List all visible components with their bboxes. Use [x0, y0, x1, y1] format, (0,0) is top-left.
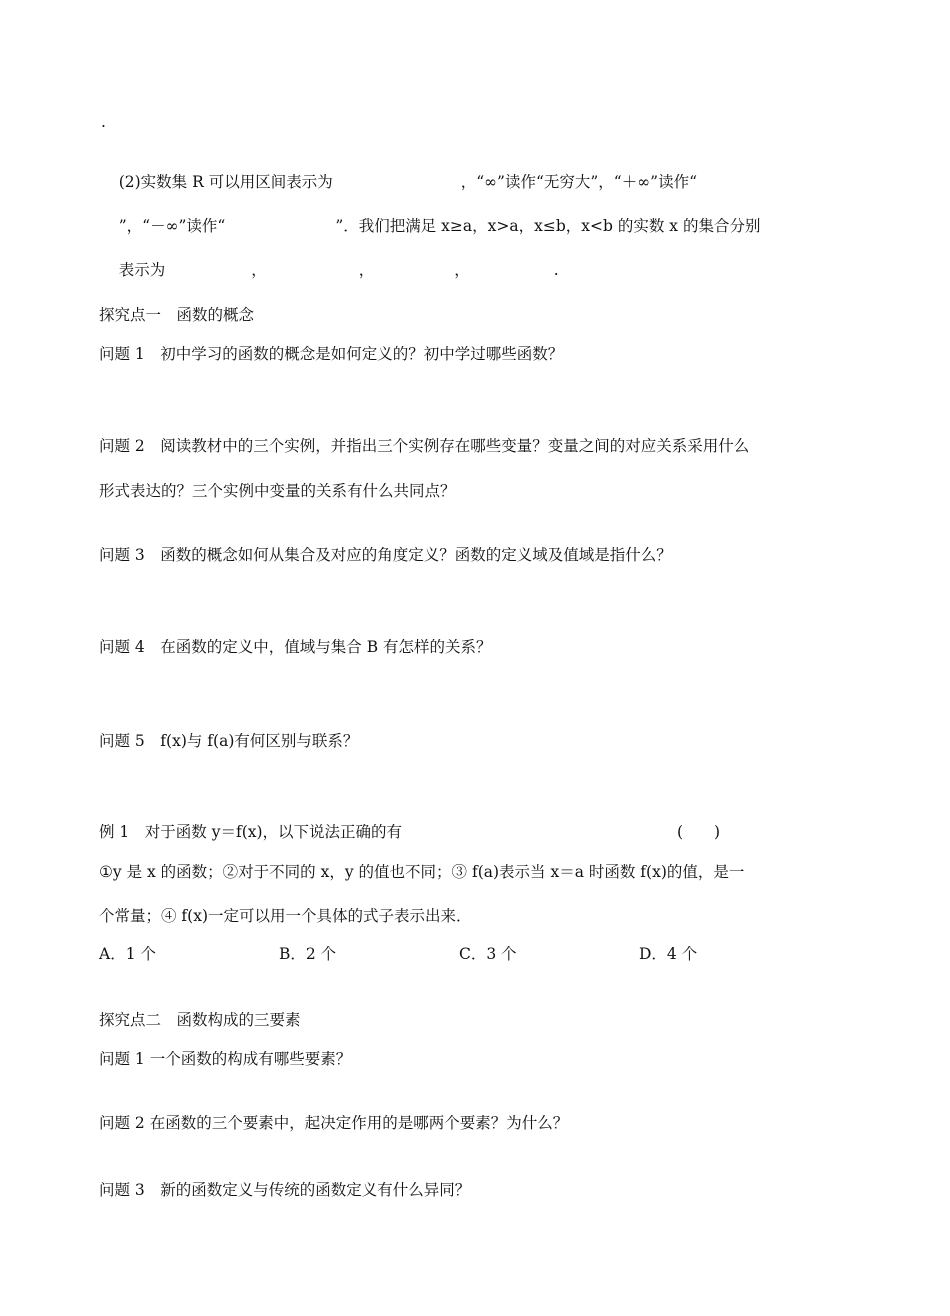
section-1-title: 探究点一 函数的概念	[99, 306, 255, 324]
intro-line-3-text: 表示为	[118, 261, 166, 279]
intro-line-3	[99, 240, 559, 300]
section-2-question-2: 问题 2 在函数的三个要素中，起决定作用的是哪两个要素？为什么？	[99, 1114, 569, 1132]
intro-line-2-text-b: ”．我们把满足 x≥a，x>a，x≤b，x<b 的实数 x 的集合分别	[335, 217, 761, 235]
comma: ，	[358, 261, 375, 279]
example-1-line-3: 个常量；④ f(x)一定可以用一个具体的式子表示出来．	[99, 907, 472, 925]
section-1-question-5: 问题 5 f(x)与 f(a)有何区别与联系？	[99, 732, 359, 750]
stray-dot: .	[101, 113, 106, 131]
intro-line-1-text-b: ，“∞”读作“无穷大”，“＋∞”读作“	[460, 173, 697, 191]
section-1-question-2-line-2: 形式表达的？三个实例中变量的关系有什么共同点？	[99, 482, 456, 500]
example-1-line-2: ①y 是 x 的函数；②对于不同的 x，y 的值也不同；③ f(a)表示当 x＝a 时函数 f(x)的值，是一	[99, 863, 745, 881]
option-b: B．2 个	[279, 945, 337, 963]
intro-line-1-text-a: (2)实数集 R 可以用区间表示为	[118, 173, 333, 191]
intro-line-2-text-a: ”，“－∞”读作“	[118, 217, 226, 235]
section-1-question-2-line-1: 问题 2 阅读教材中的三个实例，并指出三个实例存在哪些变量？变量之间的对应关系采用什么	[99, 437, 750, 455]
section-2-title: 探究点二 函数构成的三要素	[99, 1011, 301, 1029]
example-1-stem: 例 1 对于函数 y＝f(x)，以下说法正确的有	[99, 823, 403, 841]
section-2-question-1: 问题 1 一个函数的构成有哪些要素？	[99, 1050, 352, 1068]
section-2-question-3: 问题 3 新的函数定义与传统的函数定义有什么异同？	[99, 1181, 471, 1199]
section-1-question-1: 问题 1 初中学习的函数的概念是如何定义的？初中学过哪些函数？	[99, 345, 564, 363]
comma: ，	[454, 261, 470, 279]
answer-parentheses: ( )	[677, 823, 721, 841]
section-1-question-3: 问题 3 函数的概念如何从集合及对应的角度定义？函数的定义域及值域是指什么？	[99, 546, 672, 564]
section-1-question-4: 问题 4 在函数的定义中，值域与集合 B 有怎样的关系？	[99, 638, 492, 656]
comma: ，	[251, 261, 267, 279]
option-d: D．4 个	[639, 945, 698, 963]
option-a: A．1 个	[99, 945, 156, 963]
period: .	[553, 261, 559, 279]
option-c: C．3 个	[459, 945, 517, 963]
